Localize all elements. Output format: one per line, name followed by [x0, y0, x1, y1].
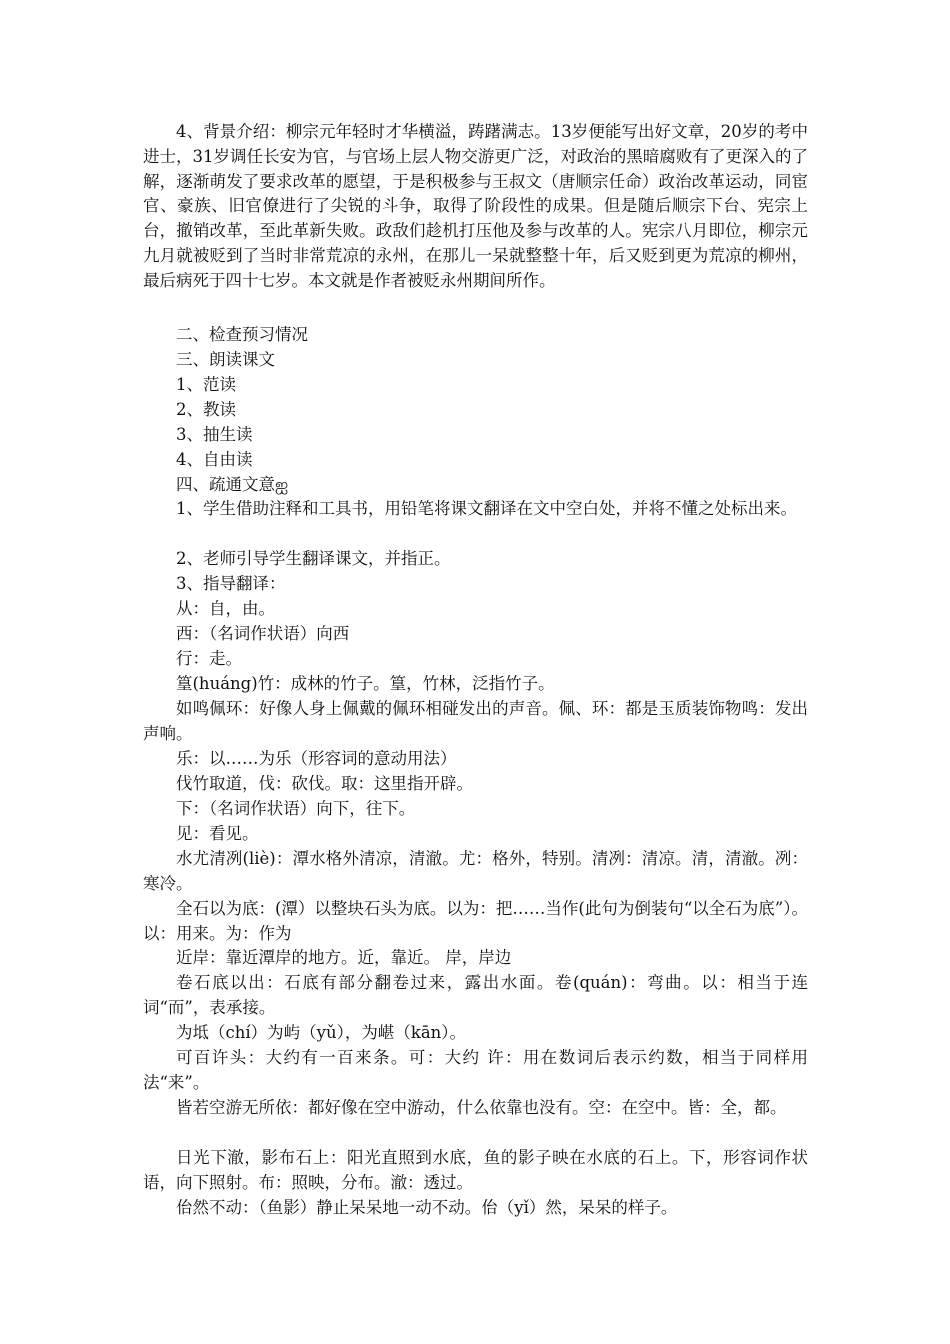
heading-understand-meaning: 四、疏通文意ஐ — [176, 475, 289, 494]
heading-check-preview: 二、检查预习情况 — [176, 325, 308, 344]
gloss-entry: 为坻（chí）为屿（yǔ），为嵁（kān）。 — [176, 1023, 467, 1042]
gloss-entry: 卷石底以出：石底有部分翻卷过来，露出水面。卷(quán)：弯曲。以：相当于连词“而”，表承接。 — [143, 973, 808, 1017]
paragraph-step-1: 1、学生借助注释和工具书，用铅笔将课文翻译在文中空白处，并将不懂之处标出来。 — [176, 499, 797, 518]
list-item: 4、自由读 — [176, 450, 253, 469]
paragraph-step-3: 3、指导翻译： — [176, 574, 286, 593]
list-item: 3、抽生读 — [176, 425, 253, 444]
gloss-entry: 西：（名词作状语）向西 — [176, 624, 350, 643]
gloss-entry: 皆若空游无所依：都好像在空中游动，什么依靠也没有。空：在空中。皆：全，都。 — [176, 1098, 787, 1117]
gloss-entry: 佁然不动：（鱼影）静止呆呆地一动不动。佁（yǐ）然，呆呆的样子。 — [176, 1198, 678, 1217]
gloss-entry: 水尤清冽(liè)：潭水格外清凉，清澈。尤：格外，特别。清冽：清凉。清，清澈。冽：寒冷。 — [143, 849, 808, 893]
heading-read-text: 三、朗读课文 — [176, 350, 275, 369]
gloss-entry: 可百许头：大约有一百来条。可：大约 许：用在数词后表示约数，相当于同样用法“来”。 — [143, 1048, 808, 1092]
gloss-entry: 近岸：靠近潭岸的地方。近，靠近。 岸，岸边 — [176, 948, 512, 967]
gloss-entry: 下：（名词作状语）向下，往下。 — [176, 799, 416, 818]
gloss-entry: 行：走。 — [176, 649, 242, 668]
gloss-entry: 如鸣佩环：好像人身上佩戴的佩环相碰发出的声音。佩、环：都是玉质装饰物鸣：发出声响。 — [143, 699, 808, 743]
gloss-entry: 见：看见。 — [176, 824, 259, 843]
paragraph-step-2: 2、老师引导学生翻译课文，并指正。 — [176, 549, 451, 568]
list-item: 1、范读 — [176, 375, 236, 394]
gloss-entry: 日光下澈，影布石上：阳光直照到水底，鱼的影子映在水底的石上。下，形容词作状语，向下照射。布：照映，分布。澈：透过。 — [143, 1148, 808, 1192]
gloss-entry: 全石以为底：(潭）以整块石头为底。以为：把……当作(此句为倒装句“以全石为底”）。以：用来。为：作为 — [143, 899, 808, 943]
gloss-entry: 伐竹取道，伐：砍伐。取：这里指开辟。 — [176, 774, 473, 793]
gloss-entry: 篁(huáng)竹：成林的竹子。篁，竹林，泛指竹子。 — [176, 674, 555, 693]
gloss-entry: 从：自，由。 — [176, 599, 275, 618]
gloss-entry: 乐：以……为乐（形容词的意动用法） — [176, 749, 457, 768]
paragraph-background-intro: 4、背景介绍：柳宗元年轻时才华横溢，踌躇满志。13岁便能写出好文章，20岁的考中进士，31岁调任长安为官，与官场上层人物交游更广泛，对政治的黑暗腐败有了更深入的了解，逐渐萌发了要求改革的愿望，于是积极参与王叔文（唐顺宗任命）政治改革运动，同宦官、豪族、旧官僚进行了尖锐的斗争，取得了阶段性的成果。但是随后顺宗下台、宪宗上台，撤销改革，至此革新失败。政敌们趁机打压他及参与改革的人。宪宗八月即位，柳宗元九月就被贬到了当时非常荒凉的永州，在那儿一呆就整整十年，后又贬到更为荒凉的柳州，最后病死于四十七岁。本文就是作者被贬永州期间所作。 — [143, 122, 808, 290]
list-item: 2、教读 — [176, 400, 236, 419]
